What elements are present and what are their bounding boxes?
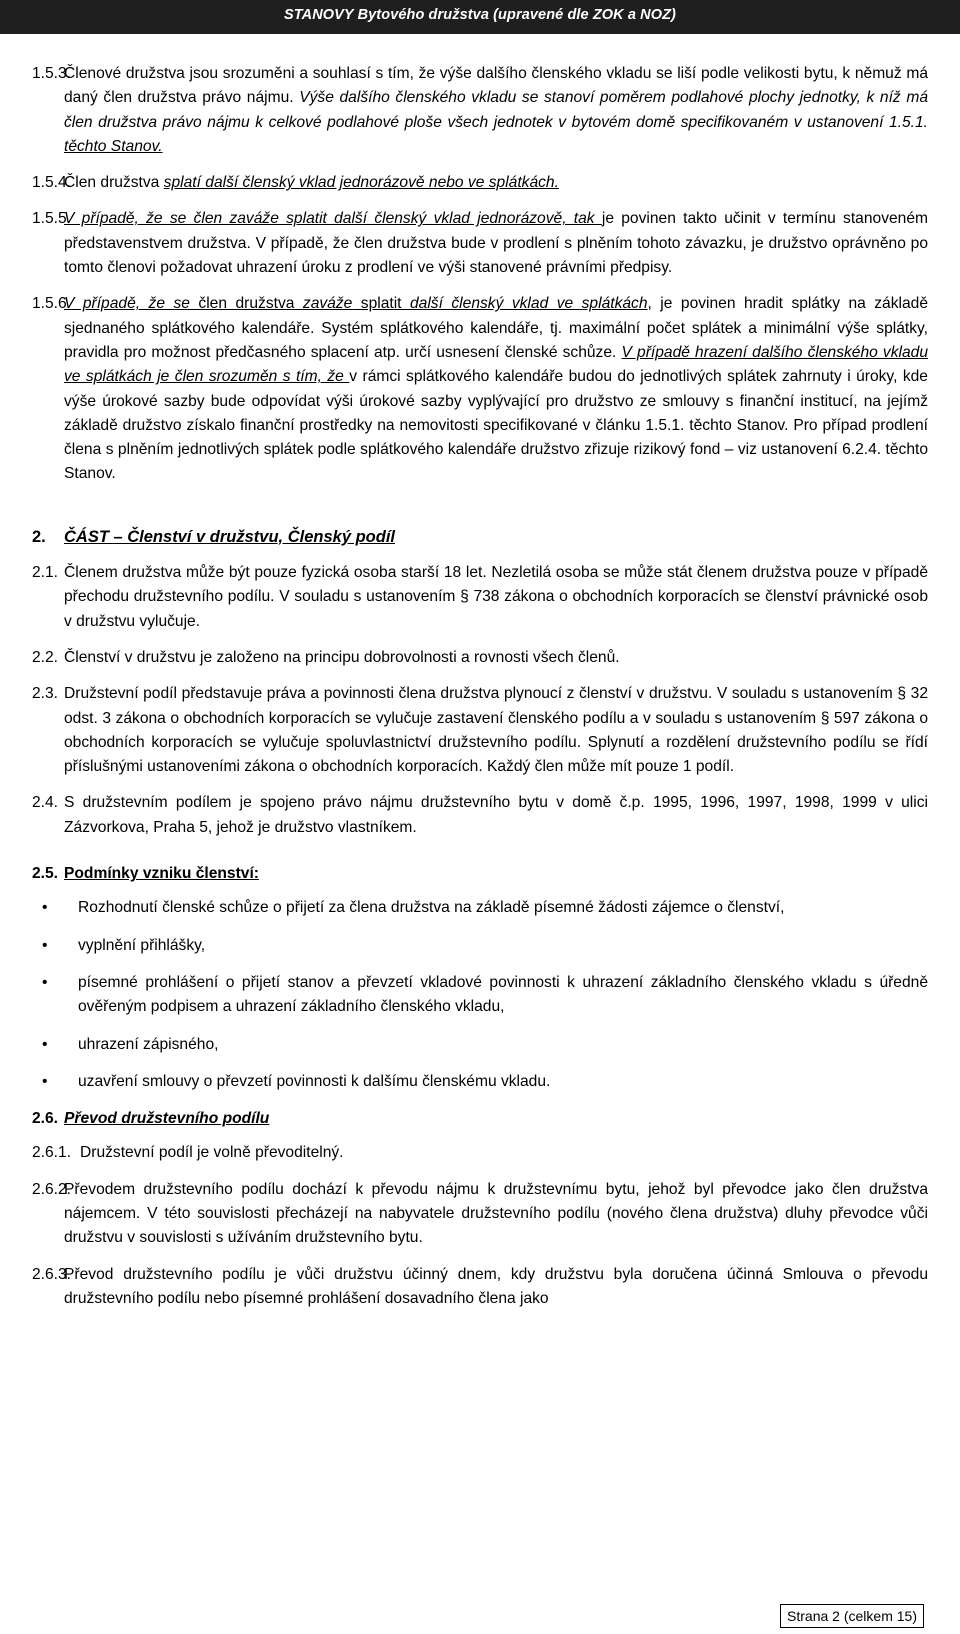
list-item-text: vyplnění přihlášky, <box>78 936 206 954</box>
bullet-icon: • <box>42 973 48 991</box>
list-item-text: uzavření smlouvy o převzetí povinnosti k dalšímu členskému vkladu. <box>78 1072 551 1090</box>
paragraph-text-italic-underlined: zaváže <box>302 295 353 313</box>
paragraph-text-underlined: splatit <box>352 295 410 313</box>
paragraph-2-3 <box>32 682 928 779</box>
paragraph-number: 2.6.1. <box>32 1144 72 1162</box>
paragraph-text: , je povinen hradit splátky na základě sjednaného splátkového kalendáře. Systém splátkového kalendáře, tj. maximální počet splátek a minimální výše splátky, pravidla pro možnost předčasného splacení atp. určí usnesení členské schůze. <box>64 295 929 361</box>
section-heading <box>32 525 928 549</box>
list-item <box>32 1070 928 1094</box>
paragraph-text-underlined: člen družstva <box>189 295 303 313</box>
paragraph-2-6-1 <box>32 1141 928 1165</box>
paragraph-number: 1.5.3. <box>32 65 72 82</box>
paragraph-2-6-2 <box>32 1178 928 1251</box>
paragraph-number: 2.2. <box>32 648 59 666</box>
paragraph-number: 1.5.6. <box>32 295 72 313</box>
paragraph-1-5-3 <box>32 62 928 159</box>
paragraph-text: S družstevním podílem je spojeno právo nájmu družstevního bytu v domě č.p. 1995, 1996, 1997, 1998, 1999 v ulici Zázvorkova, Praha 5, jehož je družstvo vlastníkem. <box>64 794 928 836</box>
paragraph-text: je povinen takto učinit v termínu stanoveném představenstvem družstva. V případě, že člen družstva bude v prodlení s plněním tohoto závazku, je družstvo oprávněno po tomto členovi požadovat uhrazení úroku z prodlení ve výši stanovené právními předpisy. <box>64 210 928 277</box>
paragraph-number: 1.5.4. <box>32 174 72 192</box>
section-title: ČÁST – Členství v družstvu, Členský podíl <box>64 527 395 546</box>
bullet-icon: • <box>42 1072 48 1090</box>
paragraph-text-italic-underlined: další členský vklad ve splátkách <box>409 295 648 313</box>
bullet-icon: • <box>42 936 48 954</box>
header-title: STANOVY Bytového družstva (upravené dle ZOK a NOZ) <box>283 7 676 23</box>
paragraph-text-italic-underlined: V případě, že se <box>64 295 190 313</box>
paragraph-number: 2.3. <box>32 685 59 703</box>
membership-conditions-list <box>32 896 928 1094</box>
paragraph-2-5 <box>32 862 928 886</box>
paragraph-text-italic-underlined: V případě, že se člen zaváže splatit další členský vklad jednorázově, tak <box>64 210 602 228</box>
paragraph-number: 1.5.5. <box>32 210 72 228</box>
list-item <box>32 1033 928 1057</box>
list-item-text: uhrazení zápisného, <box>78 1035 219 1053</box>
subsection-title: Podmínky vzniku členství: <box>64 865 259 883</box>
list-item <box>32 934 928 958</box>
paragraph-number: 2.6.2. <box>32 1180 72 1198</box>
bullet-icon: • <box>42 1035 48 1053</box>
paragraph-text: Členem družstva může být pouze fyzická osoba starší 18 let. Nezletilá osoba se může stát členem družstva pouze v případě přechodu družstevního podílu. V souladu s ustanovením § 738 zákona o obchodních korporacích se členství právnické osob v družstvu vylučuje. <box>64 564 928 630</box>
page-header <box>0 0 960 34</box>
list-item-text: Rozhodnutí členské schůze o přijetí za člena družstva na základě písemné žádosti zájemce o členství, <box>78 899 785 917</box>
paragraph-2-6 <box>32 1107 928 1131</box>
page-number: Strana 2 (celkem 15) <box>787 1608 917 1624</box>
paragraph-2-4 <box>32 791 928 840</box>
paragraph-text-italic-underlined: těchto Stanov. <box>64 137 163 155</box>
paragraph-1-5-4 <box>32 171 928 195</box>
paragraph-text: Členství v družstvu je založeno na principu dobrovolnosti a rovnosti všech členů. <box>64 648 620 666</box>
paragraph-text: Družstevní podíl představuje práva a povinnosti člena družstva plynoucí z členství v družstvu. V souladu s ustanovením § 32 odst. 3 zákona o obchodních korporacích se vylučuje zastavení členského podílu a v souladu s ustanovením § 597 zákona o obchodních korporacích se vylučuje spoluvlastnictví družstevního podílu. Splynutí a rozdělení družstevního podílu se řídí příslušnými ustanoveními zákona o obchodních korporacích. Každý člen může mít pouze 1 podíl. <box>64 685 928 776</box>
paragraph-2-1 <box>32 561 928 634</box>
paragraph-text: Převodem družstevního podílu dochází k převodu nájmu k družstevnímu bytu, jehož byl převodce jako člen družstva nájemcem. V této souvislosti přecházejí na nabyvatele družstevního podílu (nového člena družstva) dluhy převodce vůči družstvu v souvislosti s užíváním družstevního bytu. <box>64 1180 928 1247</box>
paragraph-text: Člen družstva <box>64 174 164 192</box>
paragraph-number: 2.6. <box>32 1110 59 1128</box>
paragraph-number: 2.5. <box>32 865 59 883</box>
paragraph-number: 2.6.3. <box>32 1265 72 1283</box>
paragraph-number: 2.4. <box>32 794 59 812</box>
paragraph-1-5-6 <box>32 292 928 486</box>
paragraph-1-5-5 <box>32 207 928 280</box>
paragraph-2-6-3 <box>32 1263 928 1312</box>
page-number-box <box>780 1604 924 1628</box>
list-item-text: písemné prohlášení o přijetí stanov a převzetí vkladové povinnosti k uhrazení základního členského vkladu s úředně ověřeným podpisem a uhrazení základního členského vkladu, <box>78 973 928 1016</box>
paragraph-text: Družstevní podíl je volně převoditelný. <box>80 1144 344 1162</box>
paragraph-text-italic-underlined: splatí další členský vklad jednorázově nebo ve splátkách. <box>163 174 559 192</box>
document-body <box>32 62 928 1311</box>
section-number: 2. <box>32 527 46 546</box>
paragraph-text-italic: Výše dalšího členského vkladu se stanoví poměrem podlahové plochy jednotky, k níž má člen družstva právo nájmu k celkové podlahové ploše všech jednotek v bytovém domě specifikovaném v ustanovení 1.5.1. <box>64 89 929 131</box>
paragraph-number: 2.1. <box>32 564 59 582</box>
list-item <box>32 896 928 920</box>
bullet-icon: • <box>42 899 48 917</box>
paragraph-text: v rámci splátkového kalendáře budou do jednotlivých splátek zahrnuty i úroky, kde výše úrokové sazby bude odpovídat výši úrokové sazby vyplývající pro družstvo ze smlouvy s finanční institucí, na jejímž základě družstvo získalo finanční prostředky na nemovitosti specifikované v článku 1.5.1. těchto Stanov. Pro případ prodlení člena s plněním jednotlivých splátek podle splátkového kalendáře družstvo zřizuje rizikový fond – viz ustanovení 6.2.4. těchto Stanov. <box>64 368 928 483</box>
subsection-title: Převod družstevního podílu <box>64 1110 270 1128</box>
paragraph-2-2 <box>32 646 928 670</box>
paragraph-text: Převod družstevního podílu je vůči družstvu účinný dnem, kdy družstvu byla doručena účinná Smlouva o převodu družstevního podílu nebo písemné prohlášení dosavadního člena jako <box>64 1265 928 1307</box>
list-item <box>32 971 928 1020</box>
paragraph-text: Členové družstva jsou srozuměni a souhlasí s tím, že výše dalšího členského vkladu se liší podle velikosti bytu, k němuž má daný člen družstva právo nájmu. <box>64 65 928 107</box>
paragraph-text-italic-underlined: V případě hrazení dalšího členského vkladu ve splátkách je člen srozuměn s tím, že <box>64 343 929 386</box>
